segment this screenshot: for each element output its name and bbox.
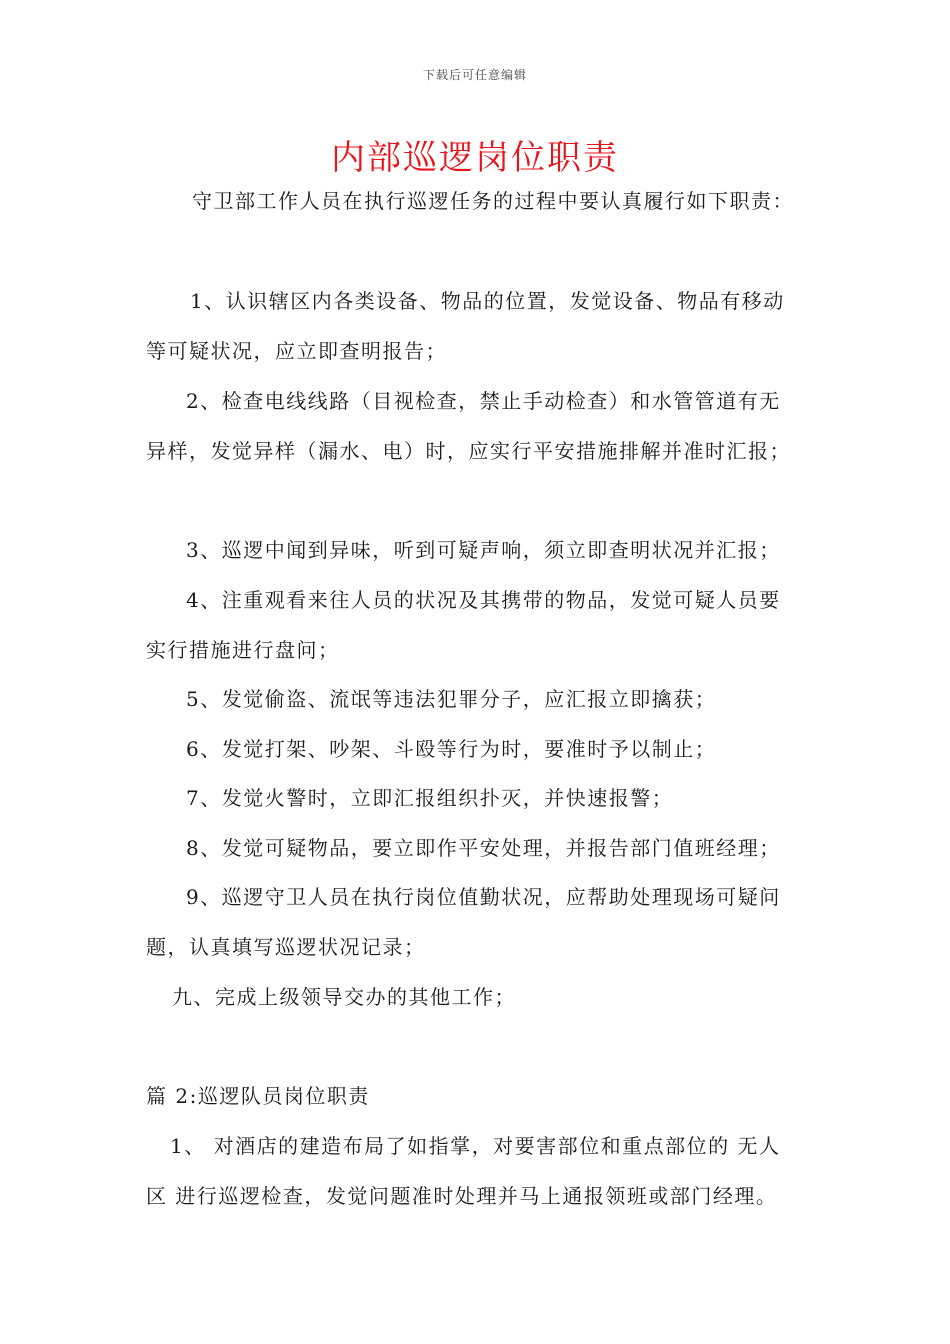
item-2-line-2: 异样，发觉异样（漏水、电）时，应实行平安措施排解并准时汇报； bbox=[146, 439, 791, 463]
item-6: 6、发觉打架、吵架、斗殴等行为时，要准时予以制止； bbox=[186, 737, 717, 761]
document-title: 内部巡逻岗位职责 bbox=[331, 138, 619, 178]
section-item-1-line-2: 区 进行巡逻检查，发觉问题准时处理并马上通报领班或部门经理。 bbox=[146, 1184, 778, 1208]
header-note: 下载后可任意编辑 bbox=[422, 68, 527, 82]
item-9-line-2: 题，认真填写巡逻状况记录； bbox=[146, 935, 426, 959]
section-item-1-line-1: 1、 对酒店的建造布局了如指掌，对要害部位和重点部位的 无人 bbox=[170, 1134, 781, 1158]
item-3: 3、巡逻中闻到异味，听到可疑声响，须立即查明状况并汇报； bbox=[186, 538, 781, 562]
item-8: 8、发觉可疑物品，要立即作平安处理，并报告部门值班经理； bbox=[186, 836, 781, 860]
section-heading: 篇 2:巡逻队员岗位职责 bbox=[146, 1084, 370, 1108]
item-9-line-1: 9、巡逻守卫人员在执行岗位值勤状况，应帮助处理现场可疑问 bbox=[186, 885, 781, 909]
item-2-line-1: 2、检查电线线路（目视检查，禁止手动检查）和水管管道有无 bbox=[186, 389, 781, 413]
item-1-line-1: 1、认识辖区内各类设备、物品的位置，发觉设备、物品有移动 bbox=[190, 289, 785, 313]
item-5: 5、发觉偷盗、流氓等违法犯罪分子，应汇报立即擒获； bbox=[186, 687, 717, 711]
item-final: 九、完成上级领导交办的其他工作； bbox=[172, 985, 516, 1009]
intro-paragraph: 守卫部工作人员在执行巡逻任务的过程中要认真履行如下职责： bbox=[192, 189, 794, 213]
item-4-line-1: 4、注重观看来往人员的状况及其携带的物品，发觉可疑人员要 bbox=[186, 588, 781, 612]
item-4-line-2: 实行措施进行盘问； bbox=[146, 638, 340, 662]
item-1-line-2: 等可疑状况，应立即查明报告； bbox=[146, 339, 447, 363]
item-7: 7、发觉火警时，立即汇报组织扑灭，并快速报警； bbox=[186, 786, 674, 810]
